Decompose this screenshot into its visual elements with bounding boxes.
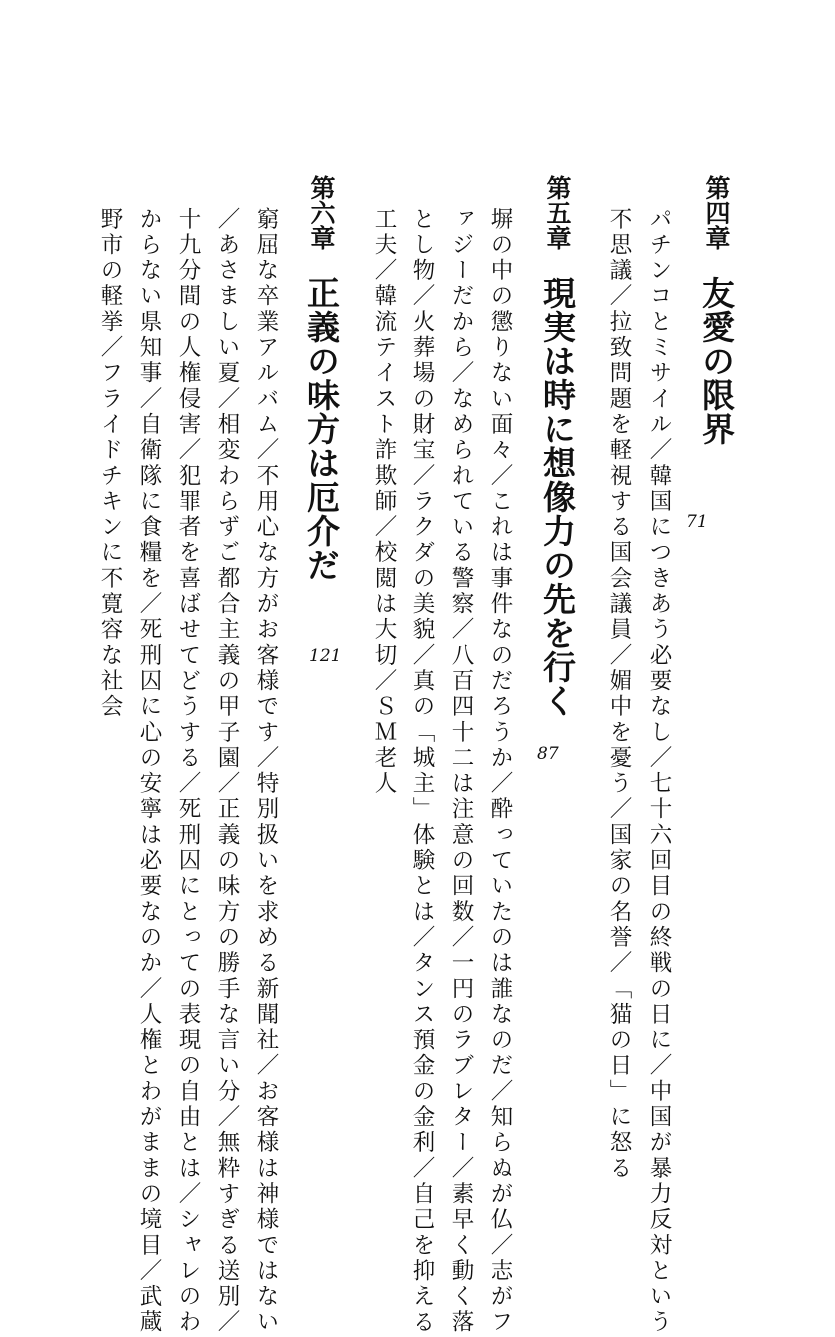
chapter-4-heading [697,175,736,446]
chapter-5-line-4: 工夫／韓流テイスト詐欺師／校閲は大切／ＳＭ老人 [371,207,397,797]
chapter-4-line-2: 不思議／拉致問題を軽視する国会議員／媚中を憂う／国家の名誉／「猫の日」に怒る [606,207,632,1182]
chapter-6-number: 第六章 [307,175,336,250]
chapter-5-page-number: 87 [537,744,559,764]
chapter-5-line-2: ァジーだから／なめられている警察／八百四十二は注意の回数／一円のラブレター／素早く動く落 [448,207,474,1336]
chapter-4-line-1: パチンコとミサイル／韓国につきあう必要なし／七十六回目の終戦の日に／中国が暴力反対という [646,207,672,1336]
chapter-5-number: 第五章 [543,175,572,250]
chapter-6-line-4: からない県知事／自衛隊に食糧を／死刑囚に心の安寧は必要なのか／人権とわがままの境目／武蔵 [136,207,162,1336]
chapter-5-line-1: 塀の中の懲りない面々／これは事件なのだろうか／酔っていたのは誰なのだ／知らぬが仏／志がフ [487,207,513,1336]
chapter-5-line-3: とし物／火葬場の財宝／ラクダの美貌／真の「城主」体験とは／タンス預金の金利／自己を抑える [409,207,435,1336]
chapter-6-title: 正義の味方は厄介だ [302,276,341,582]
chapter-6-line-1: 窮屈な卒業アルバム／不用心な方がお客様です／特別扱いを求める新聞社／お客様は神様ではない [253,207,279,1336]
chapter-6-heading [302,175,341,582]
chapter-5-heading [538,175,577,718]
chapter-4-number: 第四章 [702,175,731,250]
chapter-6-line-5: 野市の軽挙／フライドチキンに不寛容な社会 [97,207,123,720]
chapter-4-title: 友愛の限界 [697,276,736,446]
chapter-6-line-3: 十九分間の人権侵害／犯罪者を喜ばせてどうする／死刑囚にとっての表現の自由とは／シャレのわ [175,207,201,1336]
chapter-6-page-number: 121 [309,646,342,666]
chapter-5-title: 現実は時に想像力の先を行く [538,276,577,718]
chapter-6-line-2: ／あさましい夏／相変わらずご都合主義の甲子園／正義の味方の勝手な言い分／無粋すぎる送別／ [214,207,240,1336]
chapter-4-page-number: 71 [686,512,708,532]
